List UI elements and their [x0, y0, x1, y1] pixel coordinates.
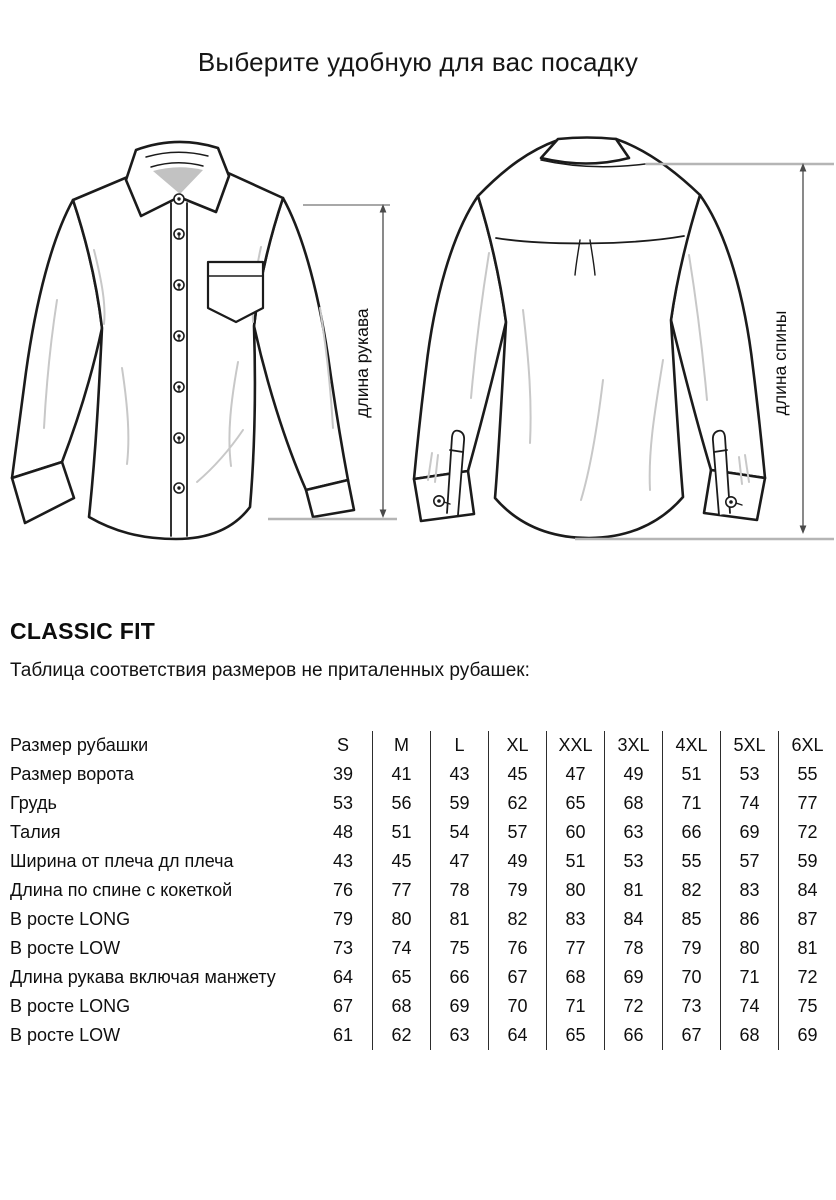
cell: 84 [604, 905, 662, 934]
cell: 77 [778, 789, 836, 818]
cell: 66 [604, 1021, 662, 1050]
fit-heading: CLASSIC FIT [10, 618, 156, 644]
row-label: В росте LONG [10, 996, 131, 1016]
cell: 80 [546, 876, 604, 905]
shirt-back-drawing [414, 138, 765, 539]
cell: 74 [720, 789, 778, 818]
cell: 61 [332, 1025, 354, 1045]
cell: 49 [488, 847, 546, 876]
size-col-header: 5XL [720, 731, 778, 760]
cell: 76 [332, 880, 354, 900]
cell: 72 [778, 818, 836, 847]
shirt-diagram [0, 100, 836, 570]
cell: 72 [604, 992, 662, 1021]
cell: 70 [488, 992, 546, 1021]
cell: 63 [430, 1021, 488, 1050]
cell: 69 [778, 1021, 836, 1050]
back-length-label: длина спины [770, 310, 790, 416]
back-body [478, 139, 700, 538]
header-label: Размер рубашки [10, 735, 149, 755]
cell: 85 [662, 905, 720, 934]
cell: 59 [778, 847, 836, 876]
cell: 69 [604, 963, 662, 992]
cell: 41 [372, 760, 430, 789]
size-table [0, 731, 836, 1050]
cell: 45 [372, 847, 430, 876]
cell: 74 [372, 934, 430, 963]
cell: 66 [662, 818, 720, 847]
cell: 84 [778, 876, 836, 905]
cell: 49 [604, 760, 662, 789]
page-title: Выберите удобную для вас посадку [197, 47, 639, 77]
back-right-cuff [704, 470, 765, 520]
row-label: Размер ворота [10, 764, 134, 784]
cell: 71 [546, 992, 604, 1021]
row-label: В росте LONG [10, 909, 131, 929]
size-col-header: XXL [546, 731, 604, 760]
cell: 51 [546, 847, 604, 876]
cell: 51 [662, 760, 720, 789]
cell: 55 [778, 760, 836, 789]
cell: 64 [332, 967, 354, 987]
cell: 69 [430, 992, 488, 1021]
size-col-header: S [336, 735, 349, 755]
back-left-cuff [414, 471, 474, 521]
cell: 55 [662, 847, 720, 876]
size-col-header: 4XL [662, 731, 720, 760]
cell: 68 [546, 963, 604, 992]
size-col-header: L [430, 731, 488, 760]
cell: 77 [372, 876, 430, 905]
cell: 75 [430, 934, 488, 963]
cell: 81 [430, 905, 488, 934]
cell: 81 [604, 876, 662, 905]
cell: 82 [662, 876, 720, 905]
cell: 74 [720, 992, 778, 1021]
cell: 59 [430, 789, 488, 818]
row-label: Грудь [10, 793, 57, 813]
cell: 57 [488, 818, 546, 847]
size-col-header: 6XL [778, 731, 836, 760]
cell: 53 [720, 760, 778, 789]
cell: 79 [662, 934, 720, 963]
cell: 80 [372, 905, 430, 934]
cell: 68 [372, 992, 430, 1021]
cell: 43 [332, 851, 354, 871]
back-collar [541, 138, 629, 164]
cell: 64 [488, 1021, 546, 1050]
row-label: Длина рукава включая манжету [10, 967, 276, 987]
table-caption: Таблица соответствия размеров не приталенных рубашек: [10, 660, 530, 681]
cell: 48 [332, 822, 354, 842]
cell: 68 [720, 1021, 778, 1050]
cell: 86 [720, 905, 778, 934]
cell: 47 [430, 847, 488, 876]
cell: 83 [546, 905, 604, 934]
cell: 51 [372, 818, 430, 847]
size-col-header: 3XL [604, 731, 662, 760]
cell: 56 [372, 789, 430, 818]
cell: 45 [488, 760, 546, 789]
front-chest-pocket [208, 262, 263, 322]
row-label: Талия [10, 822, 61, 842]
cell: 79 [332, 909, 354, 929]
cell: 69 [720, 818, 778, 847]
cell: 47 [546, 760, 604, 789]
cell: 39 [332, 764, 354, 784]
cell: 53 [604, 847, 662, 876]
row-label: Длина по спине с кокеткой [10, 880, 233, 900]
cell: 80 [720, 934, 778, 963]
shirt-front-drawing [12, 142, 354, 539]
size-col-header: M [372, 731, 430, 760]
cell: 82 [488, 905, 546, 934]
cell: 65 [546, 1021, 604, 1050]
cell: 76 [488, 934, 546, 963]
cell: 65 [546, 789, 604, 818]
cell: 79 [488, 876, 546, 905]
cell: 67 [488, 963, 546, 992]
row-label: В росте LOW [10, 1025, 121, 1045]
cell: 83 [720, 876, 778, 905]
cell: 43 [430, 760, 488, 789]
cell: 67 [332, 996, 354, 1016]
cell: 73 [332, 938, 354, 958]
cell: 70 [662, 963, 720, 992]
cell: 62 [372, 1021, 430, 1050]
cell: 71 [662, 789, 720, 818]
cell: 72 [778, 963, 836, 992]
cell: 65 [372, 963, 430, 992]
cell: 66 [430, 963, 488, 992]
cell: 62 [488, 789, 546, 818]
cell: 78 [430, 876, 488, 905]
size-col-header: XL [488, 731, 546, 760]
cell: 63 [604, 818, 662, 847]
row-label: В росте LOW [10, 938, 121, 958]
cell: 81 [778, 934, 836, 963]
cell: 75 [778, 992, 836, 1021]
cell: 77 [546, 934, 604, 963]
cell: 73 [662, 992, 720, 1021]
cell: 54 [430, 818, 488, 847]
cell: 67 [662, 1021, 720, 1050]
cell: 68 [604, 789, 662, 818]
cell: 53 [332, 793, 354, 813]
cell: 60 [546, 818, 604, 847]
cell: 87 [778, 905, 836, 934]
cell: 78 [604, 934, 662, 963]
cell: 57 [720, 847, 778, 876]
sleeve-length-label: длина рукава [352, 308, 372, 418]
row-label: Ширина от плеча дл плеча [10, 851, 234, 871]
cell: 71 [720, 963, 778, 992]
